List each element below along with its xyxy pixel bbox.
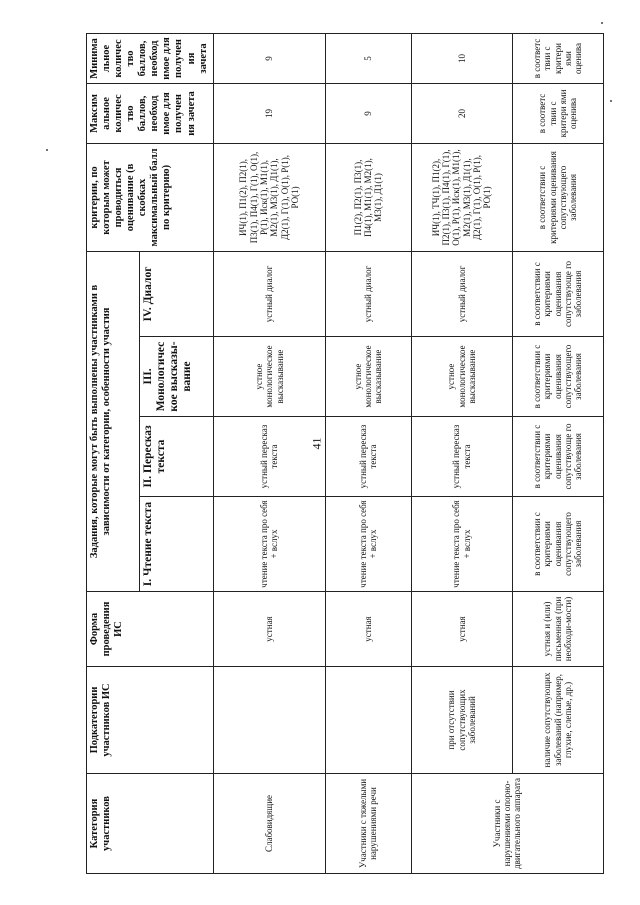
row-min-score: 9	[214, 33, 325, 83]
row-task-1: в соответствии с критериями оценивания сопутствующего заболевания	[512, 497, 603, 592]
row-task-4: устный диалог	[214, 251, 325, 336]
header-category: Категория участников	[87, 774, 214, 874]
row-task-1: чтение текста про себя + вслух	[325, 497, 411, 592]
assessment-table	[86, 33, 604, 874]
row-criteria: ИЧ(1), П1(2), П2(1), П3(1), П4(1), Г(1), О(1), Р(1), Иск(1), М1(1), М2(1), М3(1), Д1(1), Д2(1), Г(1), О(1), Р(1), РО(1)	[214, 143, 325, 251]
row-task-2: устный пересказ текста	[325, 417, 411, 497]
header-task-2: II. Пересказ текста	[139, 417, 213, 497]
row-form: устная	[214, 592, 325, 667]
row-form: устная и (или) письменная (при необходи-мости)	[512, 592, 603, 667]
header-task-1: I. Чтение текста	[139, 497, 213, 592]
row-category: Участники с тяжелыми нарушениями речи	[325, 774, 411, 874]
row-task-3: в соответствии с критериями оценивания сопутствующего заболевания	[512, 337, 603, 417]
row-max-score: 19	[214, 83, 325, 143]
row-subcategory	[325, 667, 411, 774]
row-task-1: чтение текста про себя + вслух	[411, 497, 512, 592]
row-task-4: в соответствии с критериями оценивания сопутствующе го заболевания	[512, 251, 603, 336]
header-task-4: IV. Диалог	[139, 251, 213, 336]
page-number: 41	[309, 437, 324, 450]
row-task-4: устный диалог	[325, 251, 411, 336]
row-task-3: устное монологическое высказывание	[214, 337, 325, 417]
row-task-3: устное монологическое высказывание	[411, 337, 512, 417]
row-category: Слабовидящие	[214, 774, 325, 874]
row-criteria: ИЧ(1), ТЧ(1), П1(2), П2(1), П3(1), П4(1), Г(1), О(1), Р(1), Иск(1), М1(1), М2(1), М3(1), Д1(1), Д2(1), Г(1), О(1), Р(1), РО(1)	[411, 143, 512, 251]
header-form: Форма проведения ИС	[87, 592, 214, 667]
header-row-1	[87, 33, 140, 873]
row-form: устная	[411, 592, 512, 667]
row-task-1: чтение текста про себя + вслух	[214, 497, 325, 592]
row-min-score: в соответс твии с критери ями оценива	[512, 33, 603, 83]
table-row	[214, 33, 325, 873]
header-criteria: критерии, по которым может проводиться оценивание (в скобках максимальный балл по критерию)	[87, 143, 214, 251]
row-form: устная	[325, 592, 411, 667]
header-min-score: Минима льное количес тво баллов, необход имое для получен ия зачета	[87, 33, 214, 83]
row-max-score: в соответс твии с критери ями оценива	[512, 83, 603, 143]
row-max-score: 9	[325, 83, 411, 143]
rotated-table-sheet	[86, 34, 604, 874]
row-task-2: устный пересказ текста	[411, 417, 512, 497]
scan-speck	[601, 22, 603, 24]
table-row	[411, 33, 512, 873]
row-criteria: в соответствии с критериями оценивания сопутствующего заболевания	[512, 143, 603, 251]
row-min-score: 5	[325, 33, 411, 83]
row-subcategory: при отсутствии сопутствующих заболеваний	[411, 667, 512, 774]
header-subcategory: Подкатегории участников ИС	[87, 667, 214, 774]
row-category: Участники с нарушениями опорно-двигательного аппарата	[411, 774, 603, 874]
row-task-2: устный пересказ текста	[214, 417, 325, 497]
scan-speck	[46, 149, 48, 151]
row-task-3: устное монологическое высказывание	[325, 337, 411, 417]
scan-speck	[610, 100, 612, 102]
row-criteria: П1(2), П2(1), П3(1), П4(1), М1(1), М2(1), М3(1), Д1(1)	[325, 143, 411, 251]
header-task-3: III. Монологичес кое высказы- вание	[139, 337, 213, 417]
row-subcategory	[214, 667, 325, 774]
table-row	[512, 33, 603, 873]
row-task-4: устный диалог	[411, 251, 512, 336]
row-task-2: в соответствии с критериями оценивания сопутствующе го заболевания	[512, 417, 603, 497]
table-row	[325, 33, 411, 873]
row-max-score: 20	[411, 83, 512, 143]
row-min-score: 10	[411, 33, 512, 83]
header-tasks-group: Задания, которые могут быть выполнены участниками в зависимости от категории, особенности участия	[87, 251, 140, 591]
row-subcategory: наличие сопутствующих заболеваний (например, глухие, слепые, др.)	[512, 667, 603, 774]
header-max-score: Максим альное количес тво баллов, необход имое для получен ия зачета	[87, 83, 214, 143]
